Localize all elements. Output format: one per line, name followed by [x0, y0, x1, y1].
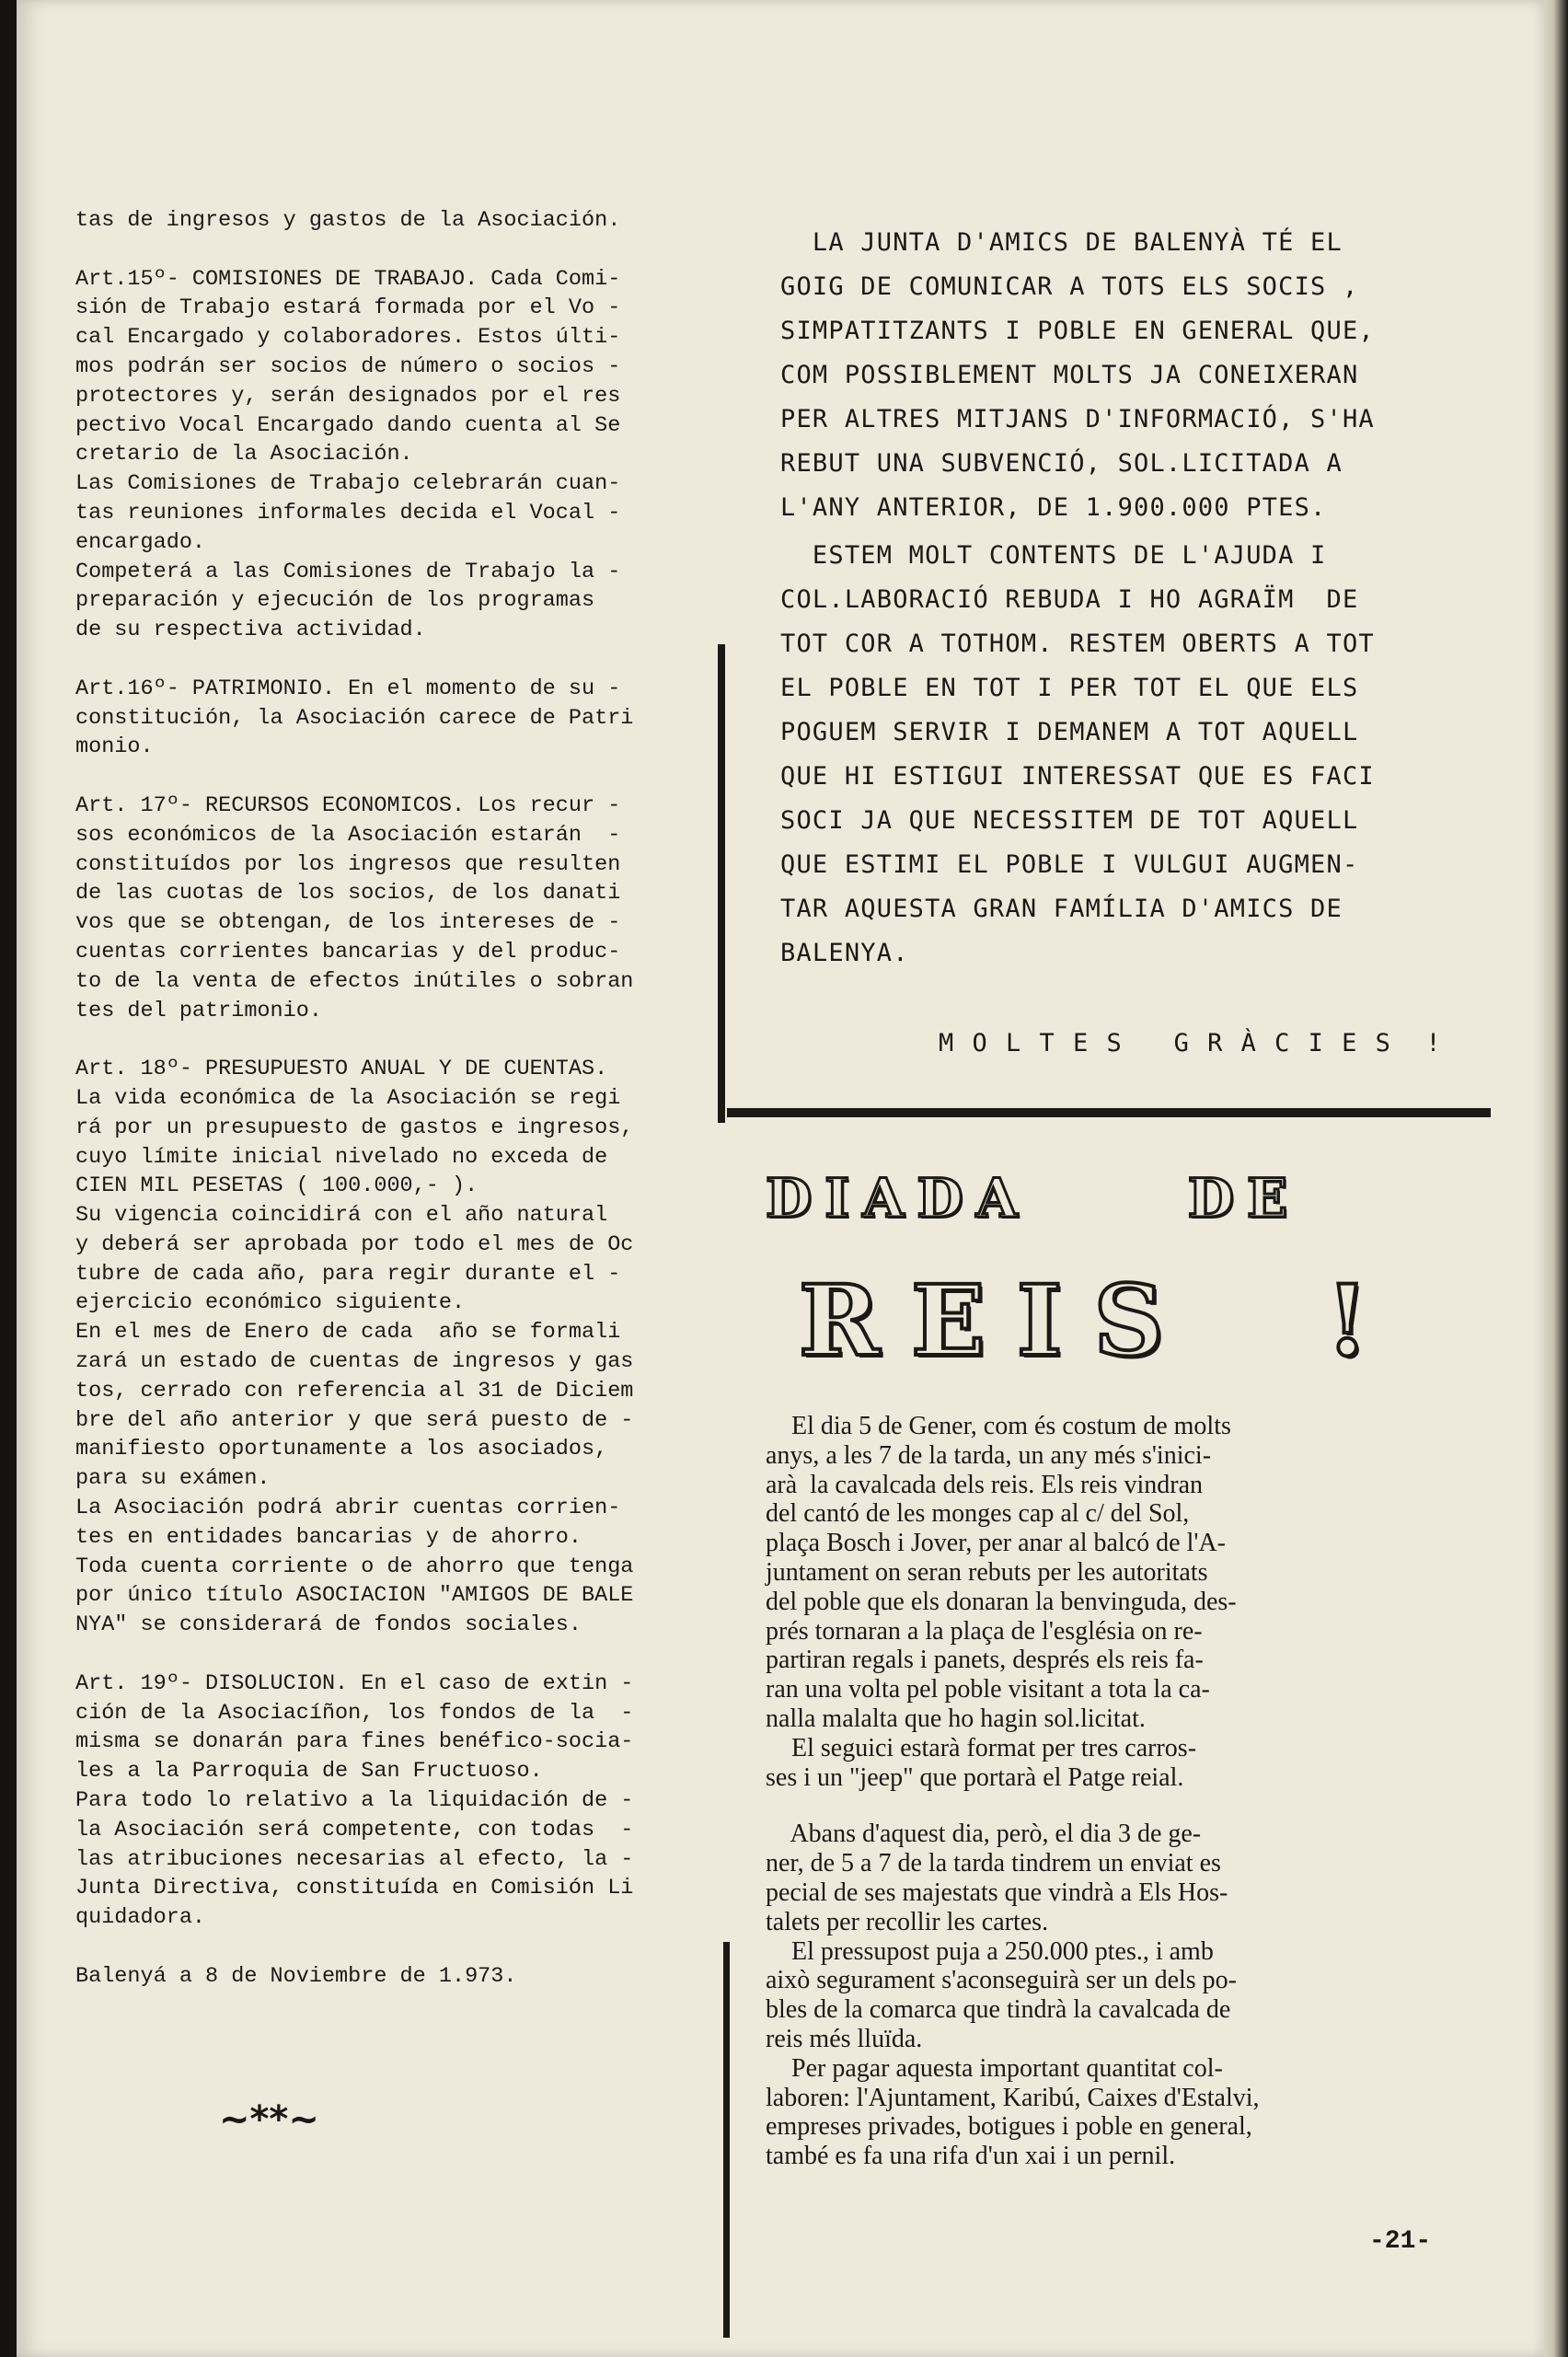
text-line: encargado.	[75, 529, 206, 555]
text-line: monio.	[75, 734, 154, 760]
article-15	[75, 265, 720, 645]
text-line: tas de ingresos y gastos de la Asociación.	[75, 208, 621, 233]
article-17	[75, 791, 720, 1025]
text-line: sos económicos de la Asociación estarán -	[75, 822, 621, 848]
text-line: las atribuciones necesarias al efecto, la -	[75, 1846, 634, 1872]
text-line: això segurament s'aconseguirà ser un dels po-	[766, 1966, 1237, 1995]
text-line: la Asociación será competente, con todas -	[75, 1817, 634, 1843]
text-line: Per pagar aquesta important quantitat col-	[766, 2053, 1223, 2083]
text-line: PER ALTRES MITJANS D'INFORMACIÓ, S'HA	[780, 405, 1375, 433]
text-line: Para todo lo relativo a la liquidación de -	[75, 1788, 634, 1814]
text-line: por único título ASOCIACION "AMIGOS DE BALE	[75, 1583, 634, 1609]
text-line: SIMPATITZANTS I POBLE EN GENERAL QUE,	[780, 317, 1375, 345]
text-line: El seguici estarà format per tres carros-	[766, 1733, 1197, 1762]
text-line: Junta Directiva, constituída en Comisión Li	[75, 1876, 634, 1901]
text-line: TOT COR A TOTHOM. RESTEM OBERTS A TOT	[780, 630, 1375, 658]
text-line: tes del patrimonio.	[75, 998, 322, 1023]
text-line: Art.16º- PATRIMONIO. En el momento de su -	[75, 676, 621, 701]
text-line: tas reuniones informales decida el Vocal -	[75, 500, 621, 526]
text-line: cuyo límite inicial nivelado no exceda de	[75, 1144, 608, 1170]
page-edge	[1544, 0, 1568, 2357]
text-line: Art. 18º- PRESUPUESTO ANUAL Y DE CUENTAS.	[75, 1057, 608, 1082]
vertical-rule-lower	[723, 1942, 730, 2338]
text-line: bre del año anterior y que será puesto de -	[75, 1407, 634, 1433]
text-line: COM POSSIBLEMENT MOLTS JA CONEIXERAN	[780, 361, 1359, 389]
text-line: quidadora.	[75, 1905, 206, 1931]
text-line: POGUEM SERVIR I DEMANEM A TOT AQUELL	[780, 718, 1359, 746]
text-line: tubre de cada año, para regir durante el -	[75, 1261, 621, 1287]
text-line: SOCI JA QUE NECESSITEM DE TOT AQUELL	[780, 806, 1359, 835]
text-line: pectivo Vocal Encargado dando cuenta al Se	[75, 412, 621, 438]
text-line: EL POBLE EN TOT I PER TOT EL QUE ELS	[780, 674, 1359, 702]
reis-title: REIS !	[799, 1263, 1401, 1378]
text-line: Balenyá a 8 de Noviembre de 1.973.	[75, 1963, 517, 1989]
text-line: sión de Trabajo estará formada por el Vo -	[75, 295, 621, 321]
text-line: vos que se obtengan, de los intereses de -	[75, 910, 621, 936]
text-line: COL.LABORACIÓ REBUDA I HO AGRAÏM DE	[780, 585, 1359, 614]
text-line: QUE HI ESTIGUI INTERESSAT QUE ES FACI	[780, 762, 1375, 791]
text-line: En el mes de Enero de cada año se formali	[75, 1320, 621, 1346]
text-line: ran una volta pel poble visitant a tota la ca-	[766, 1675, 1210, 1704]
signature-date	[75, 1962, 720, 1992]
text-line: també es fa una rifa d'un xai i un pernil.	[766, 2142, 1176, 2171]
junta-notice	[780, 221, 1489, 976]
statutes-column	[75, 206, 720, 1992]
article-18	[75, 1055, 720, 1640]
text-line: ESTEM MOLT CONTENTS DE L'AJUDA I	[780, 541, 1327, 570]
vertical-rule	[718, 644, 725, 1123]
text-line: pecial de ses majestats que vindrà a Els Hos-	[766, 1878, 1228, 1907]
text-line: del poble que els donaran la benvinguda, des-	[766, 1587, 1237, 1616]
text-line: laboren: l'Ajuntament, Karibú, Caixes d'Estalvi,	[766, 2083, 1260, 2112]
text-line: tes en entidades bancarias y de ahorro.	[75, 1524, 582, 1550]
text-line: rá por un presupuesto de gastos e ingresos,	[75, 1115, 634, 1140]
text-line: ejercicio económico siguiente.	[75, 1290, 466, 1316]
text-line: Toda cuenta corriente o de ahorro que tenga	[75, 1554, 634, 1579]
text-line: TAR AQUESTA GRAN FAMÍLIA D'AMICS DE	[780, 895, 1343, 923]
text-line: les a la Parroquia de San Fructuoso.	[75, 1759, 543, 1785]
text-line: del cantó de les monges cap al c/ del Sol,	[766, 1499, 1190, 1529]
text-line: L'ANY ANTERIOR, DE 1.900.000 PTES.	[780, 493, 1327, 522]
text-line: cal Encargado y colaboradores. Estos últi-	[75, 325, 621, 351]
text-line: nalla malalta que ho hagin sol.licitat.	[766, 1704, 1146, 1733]
text-line: ses i un "jeep" que portarà el Patge reial.	[766, 1762, 1184, 1792]
text-line: bles de la comarca que tindrà la cavalcada de	[766, 1995, 1231, 2025]
text-line: anys, a les 7 de la tarda, un any més s'inici-	[766, 1440, 1212, 1470]
text-line: tos, cerrado con referencia al 31 de Diciem	[75, 1378, 634, 1404]
text-line: zará un estado de cuentas de ingresos y gas	[75, 1349, 634, 1375]
statutes-paragraph-0	[75, 206, 720, 236]
article-19	[75, 1670, 720, 1933]
text-line: manifiesto oportunamente a los asociados,	[75, 1437, 608, 1462]
text-line: Art.15º- COMISIONES DE TRABAJO. Cada Comi-	[75, 266, 621, 292]
text-line: Las Comisiones de Trabajo celebrarán cuan-	[75, 471, 621, 497]
text-line: QUE ESTIMI EL POBLE I VULGUI AUGMEN-	[780, 850, 1359, 879]
text-line: constitución, la Asociación carece de Patri	[75, 705, 634, 731]
diada-title: DIADA DE	[766, 1167, 1301, 1230]
text-line: ción de la Asociacíñon, los fondos de la -	[75, 1700, 634, 1726]
text-line: Abans d'aquest dia, però, el dia 3 de ge-	[766, 1820, 1202, 1849]
text-line: LA JUNTA D'AMICS DE BALENYÀ TÉ EL	[780, 228, 1343, 257]
text-line: ner, de 5 a 7 de la tarda tindrem un enviat es	[766, 1849, 1221, 1878]
text-line: BALENYA.	[780, 939, 909, 967]
text-line: reis més lluïda.	[766, 2024, 923, 2053]
text-line: constituídos por los ingresos que resulten	[75, 851, 621, 877]
article-16	[75, 675, 720, 762]
text-line: NYA" se considerará de fondos sociales.	[75, 1612, 582, 1638]
text-line: misma se donarán para fines benéfico-socia-	[75, 1729, 634, 1755]
text-line: REBUT UNA SUBVENCIÓ, SOL.LICITADA A	[780, 449, 1343, 478]
text-line: arà la cavalcada dels reis. Els reis vindran	[766, 1470, 1204, 1499]
text-line: Art. 17º- RECURSOS ECONOMICOS. Los recur -	[75, 792, 621, 818]
text-line: mos podrán ser socios de número o socios -	[75, 353, 621, 379]
closing-thanks: M O L T E S G R À C I E S !	[939, 1029, 1443, 1057]
text-line: La vida económica de la Asociación se regi	[75, 1085, 621, 1111]
diada-article	[766, 1412, 1483, 2171]
horizontal-rule	[727, 1108, 1491, 1117]
text-line: Su vigencia coincidirá con el año natural	[75, 1203, 608, 1229]
text-line: Art. 19º- DISOLUCION. En el caso de extin -	[75, 1670, 634, 1696]
text-line: empreses privades, botigues i poble en general,	[766, 2112, 1252, 2142]
text-line: de su respectiva actividad.	[75, 618, 426, 643]
text-line: El dia 5 de Gener, com és costum de molts	[766, 1412, 1231, 1440]
text-line: GOIG DE COMUNICAR A TOTS ELS SOCIS ,	[780, 272, 1359, 301]
text-line: La Asociación podrá abrir cuentas corrien-	[75, 1496, 621, 1521]
text-line: Competerá a las Comisiones de Trabajo la -	[75, 559, 621, 584]
ornament-divider: ~**~	[219, 2098, 319, 2141]
text-line: y deberá ser aprobada por todo el mes de Oc	[75, 1231, 634, 1257]
text-line: preparación y ejecución de los programas	[75, 588, 595, 614]
text-line: partiran regals i panets, després els reis fa-	[766, 1646, 1204, 1675]
text-line: de las cuotas de los socios, de los danati	[75, 881, 621, 907]
text-line: para su exámen.	[75, 1466, 271, 1492]
text-line: to de la venta de efectos inútiles o sobran	[75, 968, 634, 994]
text-line: talets per recollir les cartes.	[766, 1907, 1049, 1936]
text-line: CIEN MIL PESETAS ( 100.000,- ).	[75, 1173, 478, 1199]
text-line: juntament on seran rebuts per les autoritats	[766, 1557, 1208, 1587]
text-line: prés tornaran a la plaça de l'església on re-	[766, 1616, 1203, 1646]
text-line: El pressupost puja a 250.000 ptes., i amb	[766, 1936, 1214, 1966]
text-line: plaça Bosch i Jover, per anar al balcó de l'A-	[766, 1529, 1226, 1558]
text-line: protectores y, serán designados por el res	[75, 383, 621, 409]
text-line: cretario de la Asociación.	[75, 442, 413, 468]
page-number: -21-	[1369, 2227, 1432, 2256]
text-line: cuentas corrientes bancarias y del produc-	[75, 939, 621, 965]
